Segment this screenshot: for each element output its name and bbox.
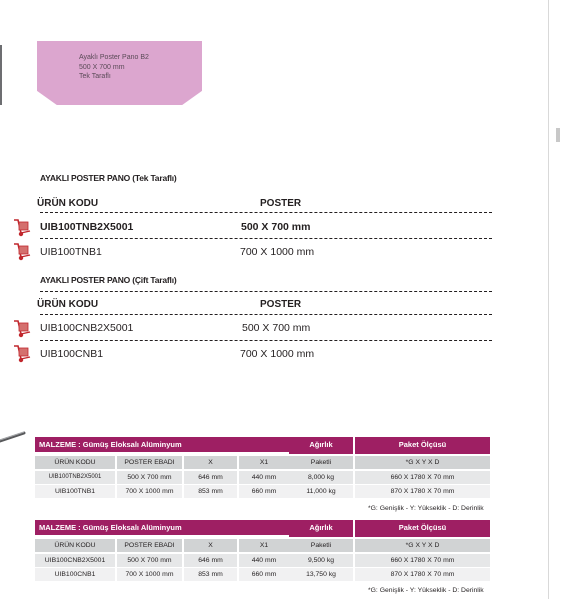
column-header-code: ÜRÜN KODU [37,198,99,209]
left-edge-rule [0,45,2,105]
label-line-2: 500 X 700 mm [79,63,125,71]
spec-header-poster: POSTER EBADI [117,539,182,552]
spec-cell: 500 X 700 mm [117,471,182,484]
spec-header-poster: POSTER EBADI [117,456,182,469]
spec-header-x1: X1 [239,539,289,552]
weight-title: Ağırlık [289,437,353,454]
pack-title: Paket Ölçüsü [355,520,490,537]
product-code: UIB100TNB2X5001 [40,221,134,233]
spec-cell: 660 mm [239,485,289,498]
pack-header: *G X Y X D [355,456,490,469]
weight-header: Paketli [289,539,353,552]
material-bar: MALZEME : Gümüş Eloksalı Alüminyum [35,520,289,535]
product-code: UIB100TNB1 [40,246,102,258]
weight-cell: 11,000 kg [289,485,353,498]
spec-cell: 853 mm [184,485,237,498]
poster-size: 500 X 700 mm [241,221,311,233]
spec-cell: UIB100TNB1 [35,485,115,498]
scroll-marker [556,128,560,142]
dashed-divider [40,238,492,239]
weight-cell: 13,750 kg [289,568,353,581]
spec-header-code: ÜRÜN KODU [35,539,115,552]
spec-header-x: X [184,539,237,552]
pack-title: Paket Ölçüsü [355,437,490,454]
dimension-note: *G: Genişlik - Y: Yükseklik - D: Derinlik [368,587,484,594]
column-header-poster: POSTER [260,198,302,209]
product-label-text [79,53,149,82]
product-code: UIB100CNB2X5001 [40,322,134,334]
spec-cell: 440 mm [239,471,289,484]
pack-cell: 870 X 1780 X 70 mm [355,485,490,498]
pack-cell: 660 X 1780 X 70 mm [355,554,490,567]
column-header-code: ÜRÜN KODU [37,299,99,310]
pack-cell: 870 X 1780 X 70 mm [355,568,490,581]
right-edge-rule [548,0,549,599]
weight-cell: 8,000 kg [289,471,353,484]
weight-header: Paketli [289,456,353,469]
spec-cell: 660 mm [239,568,289,581]
spec-cell: 646 mm [184,471,237,484]
spec-cell: 853 mm [184,568,237,581]
hand-truck-icon [12,345,32,363]
spec-cell: UIB100TNB2X5001 [35,471,115,484]
spec-cell: 700 X 1000 mm [117,568,182,581]
spec-header-x1: X1 [239,456,289,469]
label-line-1: Ayaklı Poster Pano B2 [79,54,149,61]
hand-truck-icon [12,219,32,237]
material-bar: MALZEME : Gümüş Eloksalı Alüminyum [35,437,289,452]
poster-stand-pole-icon [0,430,30,444]
product-code: UIB100CNB1 [40,348,104,360]
spec-header-x: X [184,456,237,469]
dashed-divider [40,340,492,341]
hand-truck-icon [12,320,32,338]
weight-title: Ağırlık [289,520,353,537]
weight-cell: 9,500 kg [289,554,353,567]
section-title-double-sided: AYAKLI POSTER PANO (Çift Taraflı) [40,275,177,285]
spec-cell: UIB100CNB1 [35,568,115,581]
dashed-divider [40,291,492,292]
spec-cell: 500 X 700 mm [117,554,182,567]
dashed-divider [40,314,492,315]
poster-size: 500 X 700 mm [242,322,311,334]
spec-cell: UIB100CNB2X5001 [35,554,115,567]
spec-cell: 700 X 1000 mm [117,485,182,498]
spec-cell: 440 mm [239,554,289,567]
pack-cell: 660 X 1780 X 70 mm [355,471,490,484]
dimension-note: *G: Genişlik - Y: Yükseklik - D: Derinlik [368,505,484,512]
label-line-3: Tek Taraflı [79,73,111,80]
spec-cell: 646 mm [184,554,237,567]
hand-truck-icon [12,243,32,261]
spec-header-code: ÜRÜN KODU [35,456,115,469]
column-header-poster: POSTER [260,299,302,310]
dashed-divider [40,212,492,213]
section-title-single-sided: AYAKLI POSTER PANO (Tek Taraflı) [40,173,177,183]
pack-header: *G X Y X D [355,539,490,552]
poster-size: 700 X 1000 mm [240,246,315,258]
poster-size: 700 X 1000 mm [240,348,315,360]
